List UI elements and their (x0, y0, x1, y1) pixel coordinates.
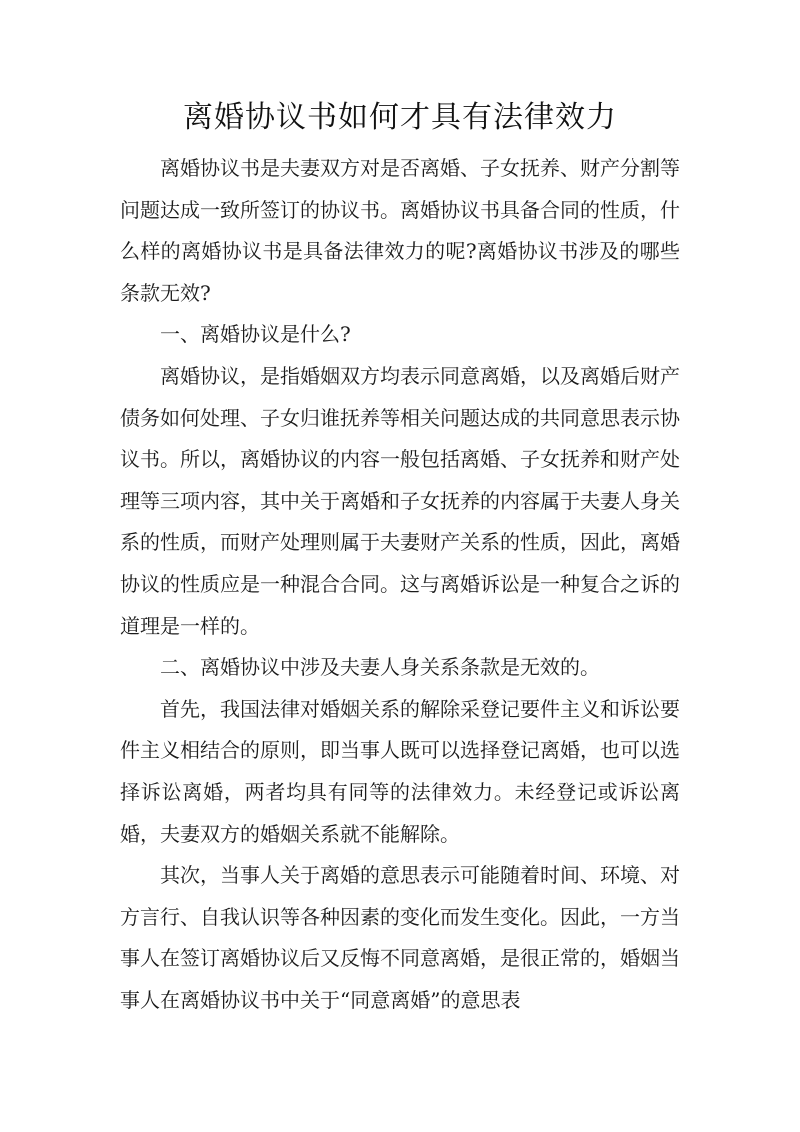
paragraph-second-reason: 其次，当事人关于离婚的意思表示可能随着时间、环境、对方言行、自我认识等各种因素的变化而发生变化。因此，一方当事人在签订离婚协议后又反悔不同意离婚，是很正常的，婚姻当事人在离婚协议书中关于“同意离婚”的意思表 (120, 863, 680, 1012)
document-title: 离婚协议书如何才具有法律效力 (183, 100, 617, 135)
paragraph-intro: 离婚协议书是夫妻双方对是否离婚、子女抚养、财产分割等问题达成一致所签订的协议书。离婚协议书具备合同的性质，什么样的离婚协议书是具备法律效力的呢?离婚协议书涉及的哪些条款无效? (120, 156, 680, 305)
document-page (120, 96, 680, 1021)
paragraph-definition: 离婚协议，是指婚姻双方均表示同意离婚，以及离婚后财产债务如何处理、子女归谁抚养等相关问题达成的共同意思表示协议书。所以，离婚协议的内容一般包括离婚、子女抚养和财产处理等三项内容，其中关于离婚和子女抚养的内容属于夫妻人身关系的性质，而财产处理则属于夫妻财产关系的性质，因此，离婚协议的性质应是一种混合合同。这与离婚诉讼是一种复合之诉的道理是一样的。 (120, 363, 680, 638)
section-heading-1: 一、离婚协议是什么? (160, 322, 351, 347)
paragraph-first-reason: 首先，我国法律对婚姻关系的解除采登记要件主义和诉讼要件主义相结合的原则，即当事人既可以选择登记离婚，也可以选择诉讼离婚，两者均具有同等的法律效力。未经登记或诉讼离婚，夫妻双方的婚姻关系就不能解除。 (120, 696, 680, 846)
section-heading-2: 二、离婚协议中涉及夫妻人身关系条款是无效的。 (160, 655, 600, 680)
